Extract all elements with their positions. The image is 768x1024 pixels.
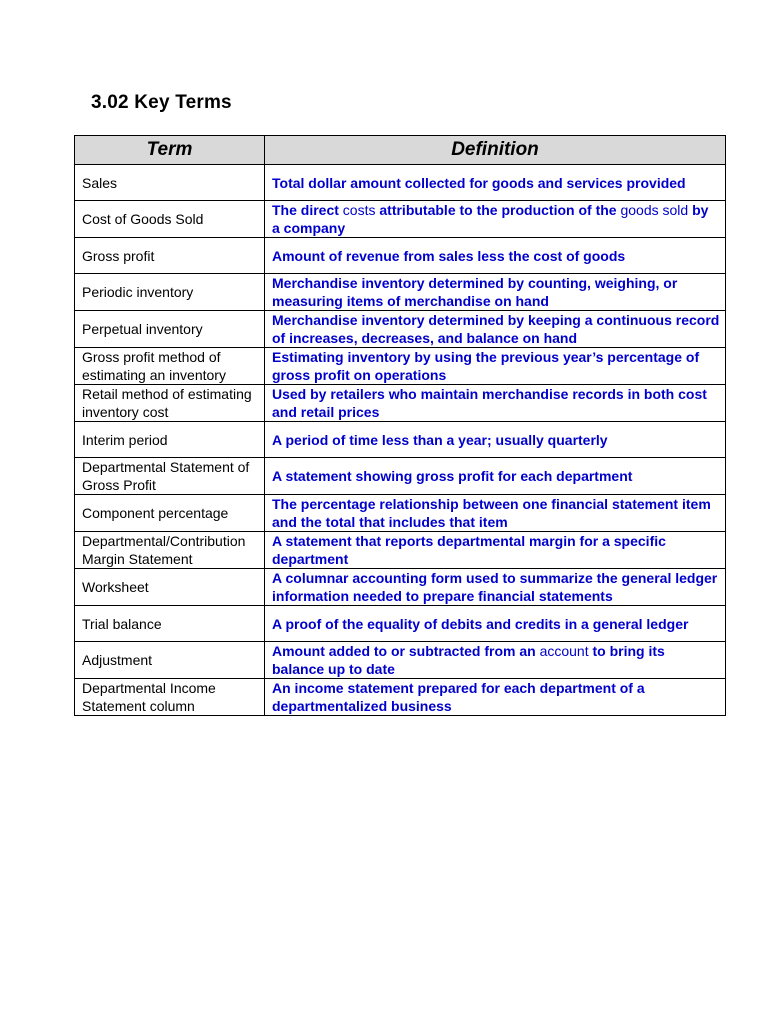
definition-cell [265,642,726,679]
table-row [75,274,726,311]
definition-cell: Total dollar amount collected for goods and services provided [265,165,726,201]
definition-cell: Merchandise inventory determined by keeping a continuous record of increases, decreases, and balance on hand [265,311,726,348]
term-cell: Worksheet [75,569,265,606]
term-column-header: Term [75,136,265,165]
definition-cell [265,201,726,238]
table-row [75,348,726,385]
definition-cell: Estimating inventory by using the previous year’s percentage of gross profit on operations [265,348,726,385]
table-row [75,495,726,532]
definition-column-header: Definition [265,136,726,165]
table-row [75,385,726,422]
term-cell: Periodic inventory [75,274,265,311]
definition-fragment: by a company [272,202,709,236]
table-row [75,201,726,238]
table-row [75,238,726,274]
term-cell: Retail method of estimating inventory cost [75,385,265,422]
term-cell: Gross profit [75,238,265,274]
definition-fragment: goods sold [620,202,689,218]
definition-fragment: The direct [272,202,343,218]
definition-cell: Merchandise inventory determined by counting, weighing, or measuring items of merchandise on hand [265,274,726,311]
definition-fragment: account [539,643,589,659]
page-title: 3.02 Key Terms [91,92,232,113]
term-cell: Trial balance [75,606,265,642]
table-row [75,422,726,458]
term-cell: Adjustment [75,642,265,679]
term-cell: Sales [75,165,265,201]
definition-fragment: attributable to the production of the [375,202,621,218]
definition-cell: The percentage relationship between one financial statement item and the total that includes that item [265,495,726,532]
term-cell: Component percentage [75,495,265,532]
table-row [75,679,726,716]
table-row [75,311,726,348]
definition-cell: A statement that reports departmental margin for a specific department [265,532,726,569]
table-row [75,642,726,679]
definition-cell: Used by retailers who maintain merchandise records in both cost and retail prices [265,385,726,422]
definition-fragment: Amount added to or subtracted from an [272,643,540,659]
table-header-row [75,136,726,165]
table-row [75,606,726,642]
term-cell: Gross profit method of estimating an inventory [75,348,265,385]
definition-cell: A statement showing gross profit for each department [265,458,726,495]
key-terms-table [74,135,726,716]
term-cell: Departmental/Contribution Margin Statement [75,532,265,569]
definition-cell: A columnar accounting form used to summarize the general ledger information needed to prepare financial statements [265,569,726,606]
table-row [75,532,726,569]
term-cell: Departmental Statement of Gross Profit [75,458,265,495]
term-cell: Cost of Goods Sold [75,201,265,238]
definition-cell: A period of time less than a year; usually quarterly [265,422,726,458]
table-row [75,569,726,606]
definition-fragment: costs [342,202,376,218]
table-row [75,458,726,495]
definition-fragment: to bring its balance up to date [272,643,665,677]
definition-cell: An income statement prepared for each department of a departmentalized business [265,679,726,716]
definition-cell: A proof of the equality of debits and credits in a general ledger [265,606,726,642]
term-cell: Perpetual inventory [75,311,265,348]
table-row [75,165,726,201]
definition-cell: Amount of revenue from sales less the cost of goods [265,238,726,274]
term-cell: Interim period [75,422,265,458]
term-cell: Departmental Income Statement column [75,679,265,716]
